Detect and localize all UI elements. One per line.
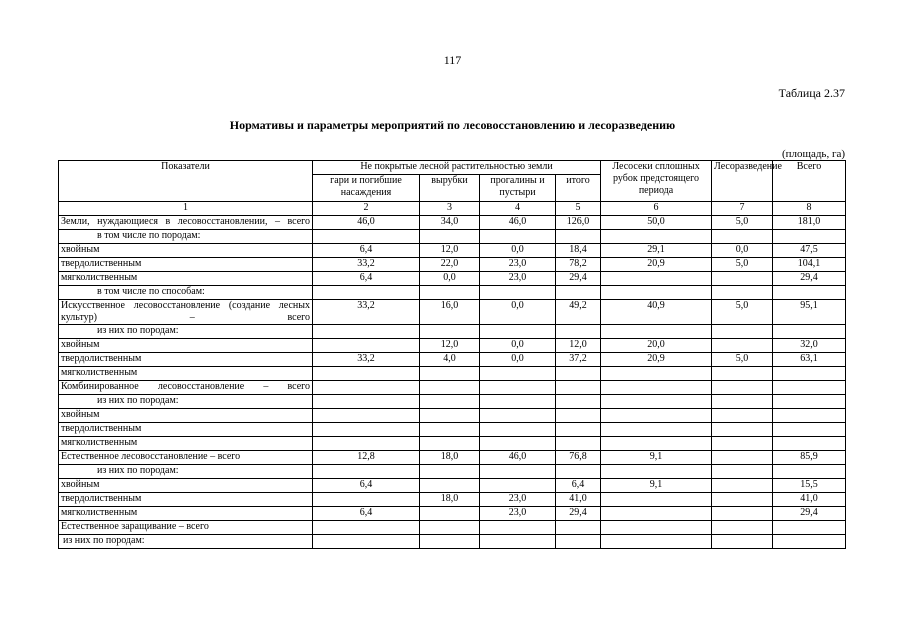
table-cell: 5,0	[712, 216, 773, 230]
table-cell	[773, 381, 846, 395]
row-label: мягколиственным	[59, 437, 313, 451]
table-cell: 41,0	[556, 493, 601, 507]
table-cell	[712, 395, 773, 409]
row-label: хвойным	[59, 479, 313, 493]
table-row	[59, 395, 846, 409]
table-cell	[480, 465, 556, 479]
table-cell	[556, 325, 601, 339]
table-cell: 85,9	[773, 451, 846, 465]
table-cell	[712, 272, 773, 286]
table-cell: 78,2	[556, 258, 601, 272]
table-cell	[420, 479, 480, 493]
table-row	[59, 381, 846, 395]
table-cell	[556, 381, 601, 395]
table-cell	[313, 535, 420, 549]
table-cell	[601, 437, 712, 451]
table-cell	[712, 367, 773, 381]
row-label: твердолиственным	[59, 423, 313, 437]
table-cell: 126,0	[556, 216, 601, 230]
table-cell: 181,0	[773, 216, 846, 230]
table-cell	[313, 465, 420, 479]
page-number: 117	[443, 53, 462, 67]
table-cell	[601, 367, 712, 381]
table-cell: 16,0	[420, 300, 480, 325]
column-number: 7	[712, 202, 773, 216]
table-cell: 29,4	[556, 272, 601, 286]
table-cell: 34,0	[420, 216, 480, 230]
table-row	[59, 367, 846, 381]
table-cell	[480, 230, 556, 244]
table-cell	[480, 479, 556, 493]
header-indicators: Показатели	[59, 161, 313, 202]
table-cell: 46,0	[480, 451, 556, 465]
table-cell	[480, 367, 556, 381]
table-cell	[556, 367, 601, 381]
table-cell	[773, 325, 846, 339]
table-row	[59, 507, 846, 521]
table-cell	[480, 423, 556, 437]
column-number: 4	[480, 202, 556, 216]
row-label: мягколиственным	[59, 367, 313, 381]
table-row	[59, 409, 846, 423]
table-cell	[313, 325, 420, 339]
table-cell: 0,0	[480, 339, 556, 353]
table-cell	[712, 521, 773, 535]
table-cell: 4,0	[420, 353, 480, 367]
table-cell	[773, 535, 846, 549]
table-cell: 6,4	[313, 272, 420, 286]
row-label: Естественное заращивание – всего	[59, 521, 313, 535]
row-label: из них по породам:	[59, 465, 313, 479]
table-cell: 50,0	[601, 216, 712, 230]
header-clearings: вырубки	[420, 175, 480, 202]
table-cell: 12,0	[420, 339, 480, 353]
table-cell	[712, 507, 773, 521]
table-cell	[773, 395, 846, 409]
table-cell	[313, 367, 420, 381]
table-row	[59, 493, 846, 507]
row-label: в том числе по породам:	[59, 230, 313, 244]
table-cell	[420, 507, 480, 521]
table-cell	[601, 465, 712, 479]
table-cell: 33,2	[313, 258, 420, 272]
table-cell	[420, 409, 480, 423]
table-row	[59, 423, 846, 437]
table-row	[59, 479, 846, 493]
table-cell	[420, 423, 480, 437]
table-cell: 20,0	[601, 339, 712, 353]
table-cell	[556, 437, 601, 451]
table-cell: 22,0	[420, 258, 480, 272]
table-cell: 20,9	[601, 353, 712, 367]
table-cell	[773, 437, 846, 451]
table-cell	[601, 395, 712, 409]
table-cell: 5,0	[712, 353, 773, 367]
row-label: из них по породам:	[59, 395, 313, 409]
table-cell: 46,0	[480, 216, 556, 230]
table-cell: 9,1	[601, 479, 712, 493]
table-cell	[480, 437, 556, 451]
column-number: 6	[601, 202, 712, 216]
table-cell	[773, 409, 846, 423]
table-cell	[712, 423, 773, 437]
table-cell	[601, 493, 712, 507]
table-cell: 29,4	[556, 507, 601, 521]
table-cell	[313, 286, 420, 300]
table-cell: 0,0	[712, 244, 773, 258]
table-row	[59, 244, 846, 258]
table-cell	[712, 381, 773, 395]
table-cell	[480, 409, 556, 423]
table-cell: 18,0	[420, 493, 480, 507]
table-cell	[480, 395, 556, 409]
table-cell	[601, 325, 712, 339]
table-cell: 6,4	[313, 507, 420, 521]
table-cell	[480, 521, 556, 535]
table-cell	[773, 423, 846, 437]
table-row	[59, 451, 846, 465]
table-cell	[556, 230, 601, 244]
table-row	[59, 258, 846, 272]
table-cell	[420, 437, 480, 451]
header-subtotal: итого	[556, 175, 601, 202]
table-row	[59, 535, 846, 549]
table-cell	[712, 286, 773, 300]
table-cell	[601, 507, 712, 521]
table-row	[59, 286, 846, 300]
table-row	[59, 230, 846, 244]
row-label: хвойным	[59, 244, 313, 258]
table-cell	[420, 521, 480, 535]
table-cell: 40,9	[601, 300, 712, 325]
table-row	[59, 353, 846, 367]
table-row	[59, 339, 846, 353]
table-cell	[313, 409, 420, 423]
table-cell	[313, 381, 420, 395]
table-cell: 76,8	[556, 451, 601, 465]
table-cell: 18,4	[556, 244, 601, 258]
table-cell	[313, 339, 420, 353]
row-label: в том числе по способам:	[59, 286, 313, 300]
table-label: Таблица 2.37	[778, 86, 845, 100]
table-cell: 5,0	[712, 258, 773, 272]
table-cell: 0,0	[480, 244, 556, 258]
table-cell: 12,8	[313, 451, 420, 465]
header-not-covered: Не покрытые лесной растительностью земли	[313, 161, 601, 175]
column-number: 1	[59, 202, 313, 216]
table-cell: 12,0	[556, 339, 601, 353]
table-cell: 0,0	[420, 272, 480, 286]
table-row	[59, 325, 846, 339]
table-cell	[420, 367, 480, 381]
table-cell	[712, 325, 773, 339]
unit-note: (площадь, га)	[781, 148, 845, 160]
table-cell	[480, 325, 556, 339]
table-cell	[556, 409, 601, 423]
table-cell	[420, 395, 480, 409]
table-cell	[601, 286, 712, 300]
table-cell	[773, 230, 846, 244]
table-cell	[420, 325, 480, 339]
row-label: Естественное лесовосстановление – всего	[59, 451, 313, 465]
table-cell: 46,0	[313, 216, 420, 230]
table-cell: 0,0	[480, 353, 556, 367]
table-cell	[601, 423, 712, 437]
row-label: Искусственное лесовосстановление (создание лесных культур) – всего	[59, 300, 313, 325]
table-cell	[556, 465, 601, 479]
table-cell	[712, 437, 773, 451]
table-row	[59, 521, 846, 535]
table-cell	[420, 286, 480, 300]
table-cell	[601, 381, 712, 395]
table-cell	[420, 381, 480, 395]
table-row	[59, 465, 846, 479]
table-cell: 49,2	[556, 300, 601, 325]
table-cell	[712, 409, 773, 423]
table-cell	[480, 535, 556, 549]
table-cell: 33,2	[313, 300, 420, 325]
table-cell	[601, 521, 712, 535]
column-number: 8	[773, 202, 846, 216]
table-cell	[712, 479, 773, 493]
table-cell: 6,4	[313, 244, 420, 258]
table-cell: 0,0	[480, 300, 556, 325]
row-label: хвойным	[59, 409, 313, 423]
document-title: Нормативы и параметры мероприятий по лесовосстановлению и лесоразведению	[229, 118, 676, 132]
table-cell	[420, 465, 480, 479]
table-cell: 63,1	[773, 353, 846, 367]
table-cell: 9,1	[601, 451, 712, 465]
table-cell: 29,1	[601, 244, 712, 258]
table-cell	[313, 493, 420, 507]
column-number: 5	[556, 202, 601, 216]
row-label: мягколиственным	[59, 507, 313, 521]
table-cell: 47,5	[773, 244, 846, 258]
row-label: Земли, нуждающиеся в лесовосстановлении, – всего	[59, 216, 313, 230]
data-table	[58, 160, 846, 549]
header-cutting-areas: Лесосеки сплошных рубок предстоящего периода	[601, 161, 712, 202]
table-row	[59, 437, 846, 451]
table-cell: 23,0	[480, 493, 556, 507]
table-cell	[712, 493, 773, 507]
table-cell	[480, 286, 556, 300]
table-cell: 23,0	[480, 507, 556, 521]
table-cell	[601, 535, 712, 549]
header-afforestation: Лесоразведение	[712, 161, 773, 202]
table-cell	[313, 423, 420, 437]
table-cell	[712, 451, 773, 465]
table-cell	[773, 367, 846, 381]
table-cell	[712, 465, 773, 479]
table-cell	[313, 395, 420, 409]
table-cell	[773, 286, 846, 300]
column-number: 2	[313, 202, 420, 216]
table-cell	[313, 521, 420, 535]
table-cell	[313, 230, 420, 244]
table-cell	[420, 230, 480, 244]
table-cell	[773, 465, 846, 479]
row-label: хвойным	[59, 339, 313, 353]
table-cell: 18,0	[420, 451, 480, 465]
row-label: из них по породам:	[59, 535, 313, 549]
row-label: из них по породам:	[59, 325, 313, 339]
table-cell	[773, 521, 846, 535]
table-cell: 29,4	[773, 272, 846, 286]
table-cell	[313, 437, 420, 451]
table-cell	[712, 339, 773, 353]
table-cell: 15,5	[773, 479, 846, 493]
table-cell: 6,4	[556, 479, 601, 493]
table-cell	[601, 272, 712, 286]
table-cell: 23,0	[480, 272, 556, 286]
table-cell	[601, 230, 712, 244]
table-cell	[556, 521, 601, 535]
table-cell: 41,0	[773, 493, 846, 507]
column-number: 3	[420, 202, 480, 216]
table-cell	[556, 423, 601, 437]
table-cell: 12,0	[420, 244, 480, 258]
row-label: Комбинированное лесовосстановление – всего	[59, 381, 313, 395]
row-label: твердолиственным	[59, 353, 313, 367]
table-cell: 23,0	[480, 258, 556, 272]
table-cell	[712, 230, 773, 244]
table-cell: 6,4	[313, 479, 420, 493]
table-cell: 5,0	[712, 300, 773, 325]
table-cell	[712, 535, 773, 549]
column-numbers-row	[59, 202, 846, 216]
table-cell	[601, 409, 712, 423]
row-label: твердолиственным	[59, 258, 313, 272]
header-glades: прогалины и пустыри	[480, 175, 556, 202]
table-cell: 32,0	[773, 339, 846, 353]
table-cell: 29,4	[773, 507, 846, 521]
row-label: твердолиственным	[59, 493, 313, 507]
table-row	[59, 300, 846, 325]
table-cell: 33,2	[313, 353, 420, 367]
table-cell: 37,2	[556, 353, 601, 367]
row-label: мягколиственным	[59, 272, 313, 286]
table-cell	[556, 535, 601, 549]
table-cell	[480, 381, 556, 395]
table-row	[59, 272, 846, 286]
table-cell	[556, 395, 601, 409]
table-cell: 95,1	[773, 300, 846, 325]
table-cell	[420, 535, 480, 549]
header-burned: гари и погибшие насаждения	[313, 175, 420, 202]
table-cell: 20,9	[601, 258, 712, 272]
table-cell: 104,1	[773, 258, 846, 272]
table-row	[59, 216, 846, 230]
table-cell	[556, 286, 601, 300]
header-total: Всего	[773, 161, 846, 202]
